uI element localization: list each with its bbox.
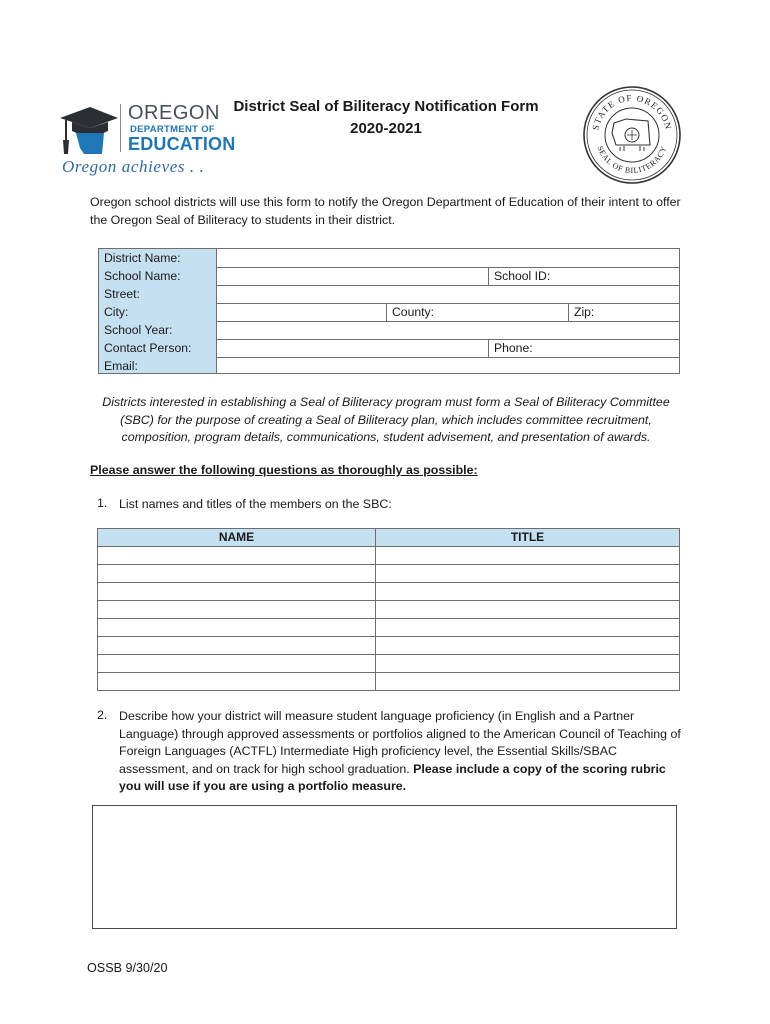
question-1-text: List names and titles of the members on the SBC: [119,497,392,511]
label-school-id: School ID: [494,269,551,283]
table-row [98,655,680,673]
title-cell[interactable] [376,673,680,691]
cell-divider [386,303,387,321]
row-school-year [99,321,679,339]
label-county: County: [392,305,435,319]
column-header-title: TITLE [376,529,680,547]
logo-tagline: Oregon achieves . . [62,157,205,176]
row-school-name [99,267,679,285]
intro-paragraph: Oregon school districts will use this form to notify the Oregon Department of Education of their intent to offer the Oregon Seal of Biliteracy to students in their district. [90,195,681,227]
table-row [98,619,680,637]
sbc-note: Districts interested in establishing a Seal of Biliteracy program must form a Seal of Biliteracy Committee (SBC) for the purpose of creating a Seal of Biliteracy plan, which includes committee recruitment, composition, program details, communications, student advisement, and presentation of awards. [102,395,670,444]
svg-text:STATE OF OREGON [590,93,673,131]
label-school-year: School Year: [104,323,173,337]
seal-of-biliteracy-emblem [582,85,682,185]
logo-department-text: DEPARTMENT OF [130,124,215,135]
table-header-row [98,529,680,547]
form-title-line1: District Seal of Biliteracy Notification Form [233,98,539,115]
title-cell[interactable] [376,565,680,583]
row-email [99,357,679,375]
label-street: Street: [104,287,140,301]
graduation-cap-oregon-icon [58,104,120,156]
table-row [98,583,680,601]
row-city [99,303,679,321]
label-school-name: School Name: [104,269,181,283]
row-contact-person [99,339,679,357]
title-cell[interactable] [376,637,680,655]
form-title-year: 2020-2021 [350,120,422,137]
label-phone: Phone: [494,341,533,355]
seal-icon [582,85,682,185]
form-title [200,96,572,140]
name-cell[interactable] [98,601,376,619]
logo-divider [120,104,121,152]
question-2-body: Describe how your district will measure student language proficiency (in English and a Partner Language) through approved assessments or portfolios aligned to the American Council of Teaching of Foreign Languages (ACTFL) Intermediate High proficiency level, the Essential Skills/SBAC assessment, and on track for high school graduation. [119,709,681,776]
seal-top-text: STATE OF OREGON [590,92,674,132]
question-2-text [119,708,687,796]
table-row [98,637,680,655]
table-row [98,601,680,619]
title-cell[interactable] [376,619,680,637]
instruction-heading: Please answer the following questions as thoroughly as possible: [90,463,478,477]
row-street [99,285,679,303]
table-row [98,547,680,565]
name-cell[interactable] [98,637,376,655]
cell-divider [488,267,489,285]
label-zip: Zip: [574,305,595,319]
name-cell[interactable] [98,547,376,565]
name-cell[interactable] [98,673,376,691]
title-cell[interactable] [376,583,680,601]
title-cell[interactable] [376,655,680,673]
sbc-members-table [97,528,680,691]
logo-oregon-text: OREGON [128,102,220,124]
label-district-name: District Name: [104,251,181,265]
label-contact-person: Contact Person: [104,341,192,355]
contact-info-table [98,248,680,374]
question-2-bold-note: Please include a copy of the scoring rubric you will use if you are using a portfolio measure. [119,761,666,793]
title-cell[interactable] [376,601,680,619]
label-city: City: [104,305,129,319]
logo-education-text: EDUCATION [128,134,236,154]
answer-box-question-2[interactable] [92,805,677,929]
ode-logo [52,90,236,182]
table-row [98,565,680,583]
cell-divider [568,303,569,321]
name-cell[interactable] [98,565,376,583]
name-cell[interactable] [98,583,376,601]
name-cell[interactable] [98,619,376,637]
form-footer-code: OSSB 9/30/20 [87,961,168,975]
cell-divider [488,339,489,357]
name-cell[interactable] [98,655,376,673]
table-row [98,673,680,691]
svg-text:SEAL OF BILITERACY [595,145,668,175]
row-district-name [99,249,679,267]
seal-bottom-text: SEAL OF BILITERACY [595,144,669,176]
title-cell[interactable] [376,547,680,565]
label-email: Email: [104,359,138,373]
question-2-number: 2. [97,708,108,722]
question-1-number: 1. [97,496,108,510]
column-header-name: NAME [98,529,376,547]
